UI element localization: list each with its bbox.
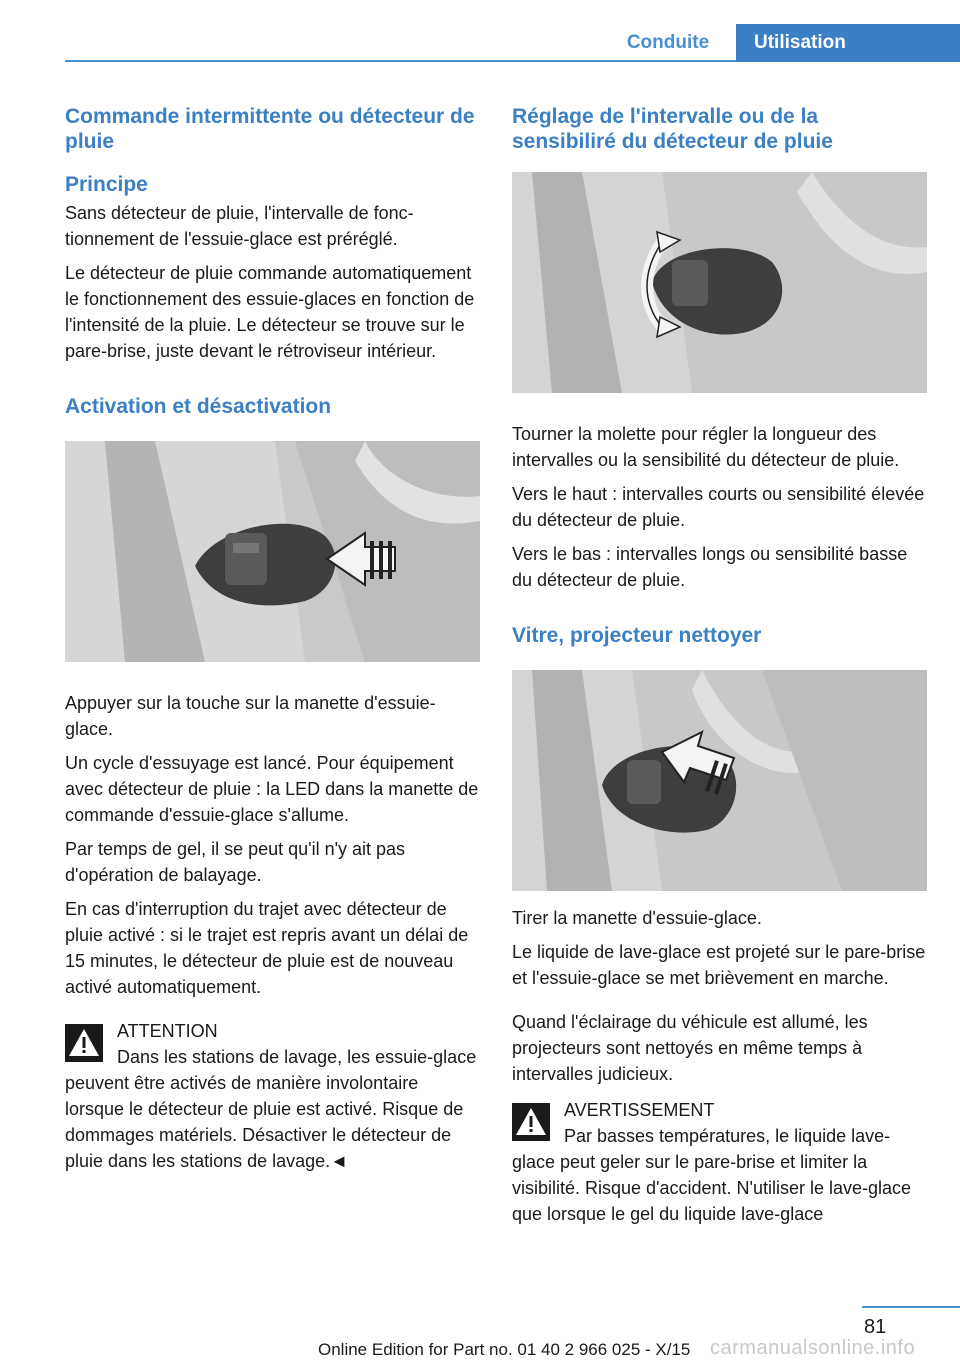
- paragraph-tourner: Tourner la molette pour régler la longueur des intervalles ou la sensibilité du détecteur de pluie.: [512, 424, 900, 470]
- section-title-intermittent: Commande intermittente ou détecteur de pluie: [65, 105, 475, 153]
- paragraph-cycle: Un cycle d'essuyage est lancé. Pour équipement avec détecteur de pluie : la LED dans la manette de commande d'essuie-glace s'allume.: [65, 753, 479, 825]
- tab-utilisation[interactable]: Utilisation: [736, 24, 960, 62]
- paragraph-vers-haut: Vers le haut : intervalles courts ou sensibilité élevée du détecteur de pluie.: [512, 484, 925, 530]
- paragraph-tirer: Tirer la manette d'essuie-glace.: [512, 908, 762, 928]
- warning-avertissement: [512, 1097, 927, 1227]
- warning-attention: [65, 1018, 480, 1174]
- footer-rule: [862, 1306, 960, 1308]
- paragraph-vers-bas: Vers le bas : intervalles longs ou sensibilité basse du détecteur de pluie.: [512, 544, 908, 590]
- section-title-reglage: Réglage de l'intervalle ou de la sensibiliré du détecteur de pluie: [512, 105, 833, 153]
- heading-activation: Activation et désactivation: [65, 395, 332, 418]
- warning-title: AVERTISSEMENT: [564, 1100, 715, 1120]
- wiper-stalk-button-photo: [65, 441, 480, 662]
- tab-conduite[interactable]: Conduite: [626, 32, 710, 53]
- paragraph-appuyer: Appuyer sur la touche sur la manette d'essuie-glace.: [65, 693, 436, 739]
- paragraph-liquide: Le liquide de lave-glace est projeté sur le pare-brise et l'essuie-glace se met brièvement en marche.: [512, 942, 926, 988]
- paragraph-principe-1: Sans détecteur de pluie, l'intervalle de fonctionnement de l'essuie-glace est préréglé.: [65, 203, 414, 249]
- watermark: carmanualsonline.info: [710, 1337, 916, 1359]
- paragraph-interruption: En cas d'interruption du trajet avec détecteur de pluie activé : si le trajet est repris avant un délai de 15 minutes, le détecteur de pluie est de nouveau activé automatiquement.: [65, 899, 469, 997]
- warning-text: Dans les stations de lavage, les essuie-glace peuvent être activés de manière involontaire lorsque le détecteur de pluie est activé. Risque de dommages matériels. Désactiver le détecteur de pluie dans les stations de lavage.◄: [65, 1047, 477, 1171]
- paragraph-principe-2: Le détecteur de pluie commande automatiquement le fonctionnement des essuie-glaces en fonction de l'intensité de la pluie. Le détecteur se trouve sur le pare-brise, juste devant le rétroviseur intérieur.: [65, 263, 475, 361]
- warning-triangle-icon: [512, 1103, 550, 1141]
- warning-title: ATTENTION: [117, 1021, 218, 1041]
- right-column: [512, 104, 927, 1227]
- paragraph-eclairage: Quand l'éclairage du véhicule est allumé, les projecteurs sont nettoyés en même temps à intervalles judicieux.: [512, 1012, 868, 1084]
- wiper-stalk-thumbwheel-photo: [512, 172, 927, 393]
- warning-triangle-icon: [65, 1024, 103, 1062]
- heading-principe: Principe: [65, 173, 148, 196]
- warning-text: Par basses températures, le liquide lave-glace peut geler sur le pare-brise et limiter la visibilité. Risque d'accident. N'utiliser le lave-glace que lorsque le gel du liquide lave-glace: [512, 1126, 912, 1224]
- edition-note: Online Edition for Part no. 01 40 2 966 025 - X/15: [318, 1340, 691, 1359]
- wiper-stalk-pull-photo: [512, 670, 927, 891]
- paragraph-gel: Par temps de gel, il se peut qu'il n'y ait pas d'opération de balayage.: [65, 839, 406, 885]
- page-number: 81: [864, 1316, 887, 1338]
- left-column: [65, 104, 480, 1174]
- heading-vitre: Vitre, projecteur nettoyer: [512, 624, 762, 647]
